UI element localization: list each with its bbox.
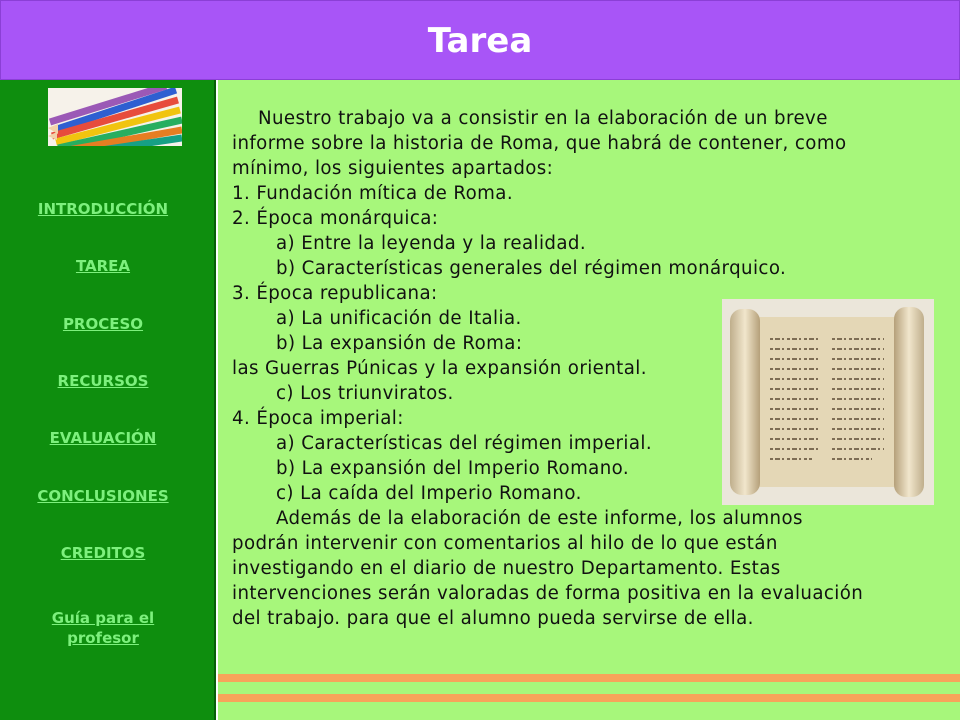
page-title: Tarea — [427, 21, 533, 61]
decorative-stripe — [218, 694, 960, 702]
nav-link-guia-profesor[interactable]: Guía para el profesor — [51, 609, 155, 647]
text-line: a) Características del régimen imperial. — [276, 433, 653, 454]
text-line: 4. Época imperial: — [232, 408, 404, 429]
text-line: investigando en el diario de nuestro Departamento. Estas — [232, 558, 781, 579]
text-line: Nuestro trabajo va a consistir en la elaboración de un breve — [258, 108, 828, 129]
text-line: b) Características generales del régimen monárquico. — [276, 258, 787, 279]
decorative-stripe — [218, 702, 960, 720]
decorative-stripe — [218, 674, 960, 682]
text-line: 1. Fundación mítica de Roma. — [232, 183, 514, 204]
text-line: mínimo, los siguientes apartados: — [232, 158, 554, 179]
text-line: intervenciones serán valoradas de forma positiva en la evaluación — [232, 583, 864, 604]
decorative-stripe — [218, 682, 960, 694]
nav-link-introduccion[interactable]: INTRODUCCIÓN — [37, 200, 169, 218]
text-line: podrán intervenir con comentarios al hilo de lo que están — [232, 533, 778, 554]
nav-link-proceso[interactable]: PROCESO — [62, 315, 144, 333]
parchment-scroll-image — [722, 299, 934, 505]
text-line: a) Entre la leyenda y la realidad. — [276, 233, 587, 254]
nav-link-creditos[interactable]: CREDITOS — [60, 544, 146, 562]
text-line: del trabajo. para que el alumno pueda servirse de ella. — [232, 608, 754, 629]
text-line: b) La expansión del Imperio Romano. — [276, 458, 630, 479]
text-line: b) La expansión de Roma: — [276, 333, 523, 354]
text-line: Además de la elaboración de este informe, los alumnos — [276, 508, 803, 529]
text-line: las Guerras Púnicas y la expansión oriental. — [232, 358, 647, 379]
text-line: 2. Época monárquica: — [232, 208, 439, 229]
text-line: 3. Época republicana: — [232, 283, 438, 304]
nav-link-evaluacion[interactable]: EVALUACIÓN — [49, 429, 157, 447]
nav-link-conclusiones[interactable]: CONCLUSIONES — [37, 487, 169, 505]
text-line: c) Los triunviratos. — [276, 383, 454, 404]
text-line: a) La unificación de Italia. — [276, 308, 522, 329]
nav-link-recursos[interactable]: RECURSOS — [57, 372, 149, 390]
nav-link-tarea[interactable]: TAREA — [75, 257, 131, 275]
sidebar-nav — [0, 0, 216, 720]
text-line: informe sobre la historia de Roma, que habrá de contener, como — [232, 133, 847, 154]
text-line: c) La caída del Imperio Romano. — [276, 483, 582, 504]
